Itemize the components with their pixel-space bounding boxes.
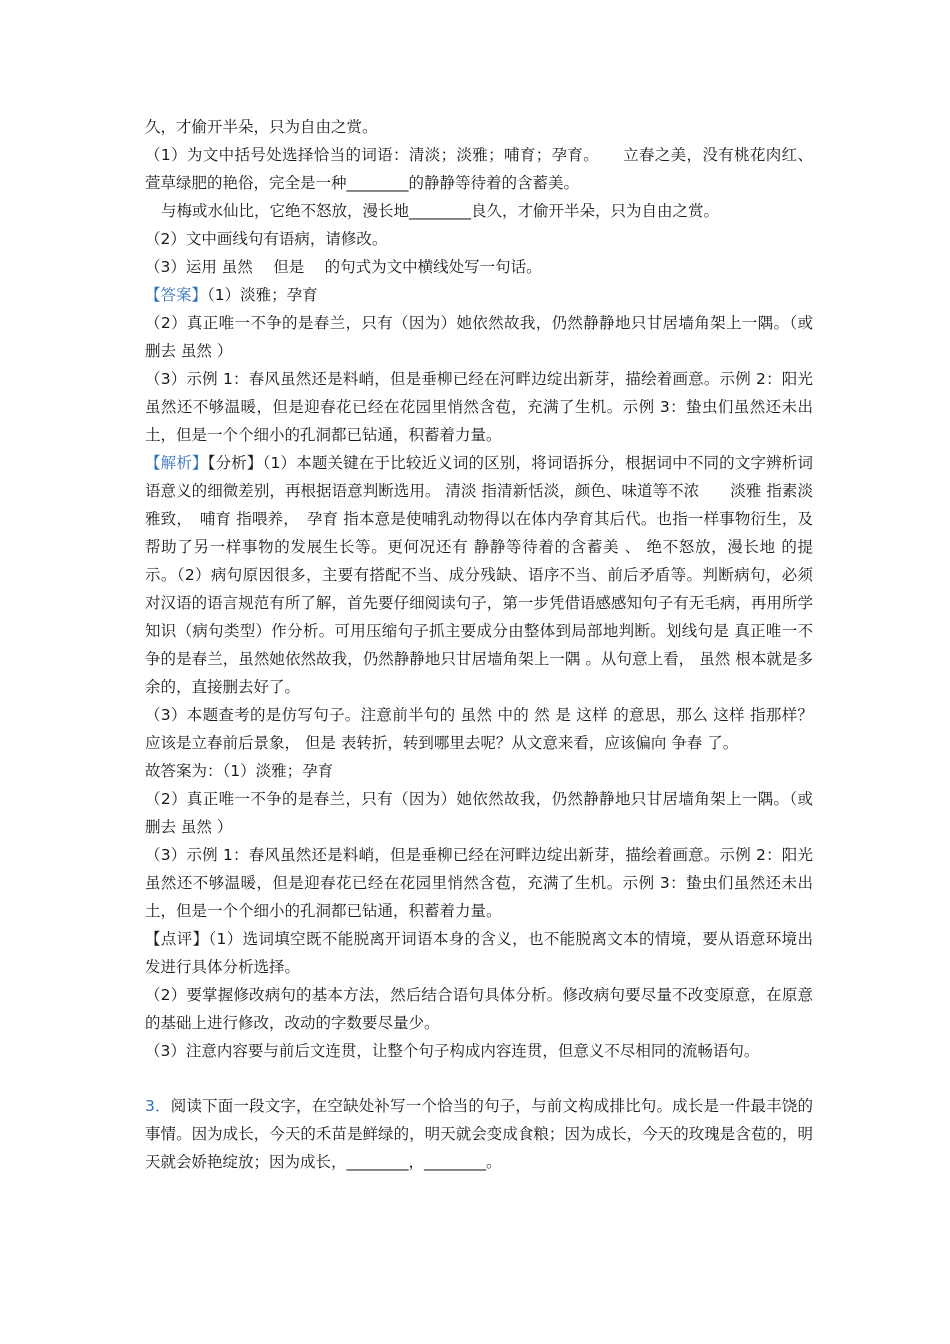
comment-3: （3）注意内容要与前后文连贯，让整个句子构成内容连贯，但意义不尽相同的流畅语句。 [145,1042,760,1060]
answer-1: （1）淡雅；孕育 [207,286,318,304]
question-1: （1）为文中括号处选择恰当的词语：清淡；淡雅；哺育；孕育。 立春之美，没有桃花肉红、萱草绿肥的艳俗，完全是一种________的静静等待着的含蓄美。 [145,146,813,192]
final-answer-2: （2）真正唯一不争的是春兰，只有（因为）她依然故我，仍然静静地只甘居墙角架上一隅。（或删去 虽然 ） [145,790,813,836]
question-3-text: 阅读下面一段文字，在空缺处补写一个恰当的句子，与前文构成排比句。成长是一件最丰饶的事情。因为成长，今天的禾苗是鲜绿的，明天就会变成食粮；因为成长，今天的玫瑰是含苞的，明天就会娇艳绽放；因为成长，________，________。 [145,1097,813,1171]
document-page [145,113,813,1176]
question-block-3 [145,1092,813,1176]
question-3: （3）运用 虽然 但是 的句式为文中横线处写一句话。 [145,258,542,276]
answer-block [145,281,813,309]
answer-2: （2）真正唯一不争的是春兰，只有（因为）她依然故我，仍然静静地只甘居墙角架上一隅。（或删去 虽然 ） [145,314,813,360]
analysis-text: 【分析】（1）本题关键在于比较近义词的区别，将词语拆分，根据词中不同的文字辨析词语意义的细微差别，再根据语意判断选用。 清淡 指清新恬淡，颜色、味道等不浓 淡雅 指素淡雅致， 哺育 指喂养， 孕育 指本意是使哺乳动物得以在体内孕育其后代。也指一样事物衍生，及帮助了另一样事物的发展生长等。更何况还有 静静等待着的含蓄美 、 绝不怒放，漫长地 的提示。（2）病句原因很多，主要有搭配不当、成分残缺、语序不当、前后矛盾等。判断病句，必须对汉语的语言规范有所了解，首先要仔细阅读句子，第一步凭借语感感知句子有无毛病，再用所学知识（病句类型）作分析。可用压缩句子抓主要成分由整体到局部地判断。划线句是 真正唯一不争的是春兰，虽然她依然故我，仍然静静地只甘居墙角架上一隅 。从句意上看， 虽然 根本就是多余的，直接删去好了。 [145,454,813,696]
question-1-continuation: 与梅或水仙比，它绝不怒放，漫长地________良久，才偷开半朵，只为自由之赏。 [161,202,720,220]
comment-2: （2）要掌握修改病句的基本方法，然后结合语句具体分析。修改病句要尽量不改变原意，在原意的基础上进行修改，改动的字数要尽量少。 [145,986,813,1032]
final-answer-intro: 故答案为：（1）淡雅；孕育 [145,762,334,780]
analysis-3: （3）本题查考的是仿写句子。注意前半句的 虽然 中的 然 是 这样 的意思，那么 这样 指那样？应该是立春前后景象， 但是 表转折，转到哪里去呢？从文意来看，应该偏向 争春 了。 [145,706,813,752]
analysis-block [145,449,813,701]
answer-tag: 【答案】 [145,286,208,304]
question-2: （2）文中画线句有语病，请修改。 [145,230,388,248]
final-answer-3: （3）示例 1：春风虽然还是料峭，但是垂柳已经在河畔边绽出新芽，描绘着画意。示例 2：阳光虽然还不够温暖，但是迎春花已经在花园里悄然含苞，充满了生机。示例 3：蛰虫们虽然还未出土，但是一个个细小的孔洞都已钻通，积蓄着力量。 [145,846,813,920]
answer-3: （3）示例 1：春风虽然还是料峭，但是垂柳已经在河畔边绽出新芽，描绘着画意。示例 2：阳光虽然还不够温暖，但是迎春花已经在花园里悄然含苞，充满了生机。示例 3：蛰虫们虽然还未出土，但是一个个细小的孔洞都已钻通，积蓄着力量。 [145,370,813,444]
passage-tail: 久，才偷开半朵，只为自由之赏。 [145,118,378,136]
question-number-3: 3． [145,1097,171,1115]
analysis-tag: 【解析】 [145,454,208,472]
comment-1: 【点评】（1）选词填空既不能脱离开词语本身的含义，也不能脱离文本的情境，要从语意环境出发进行具体分析选择。 [145,930,813,976]
